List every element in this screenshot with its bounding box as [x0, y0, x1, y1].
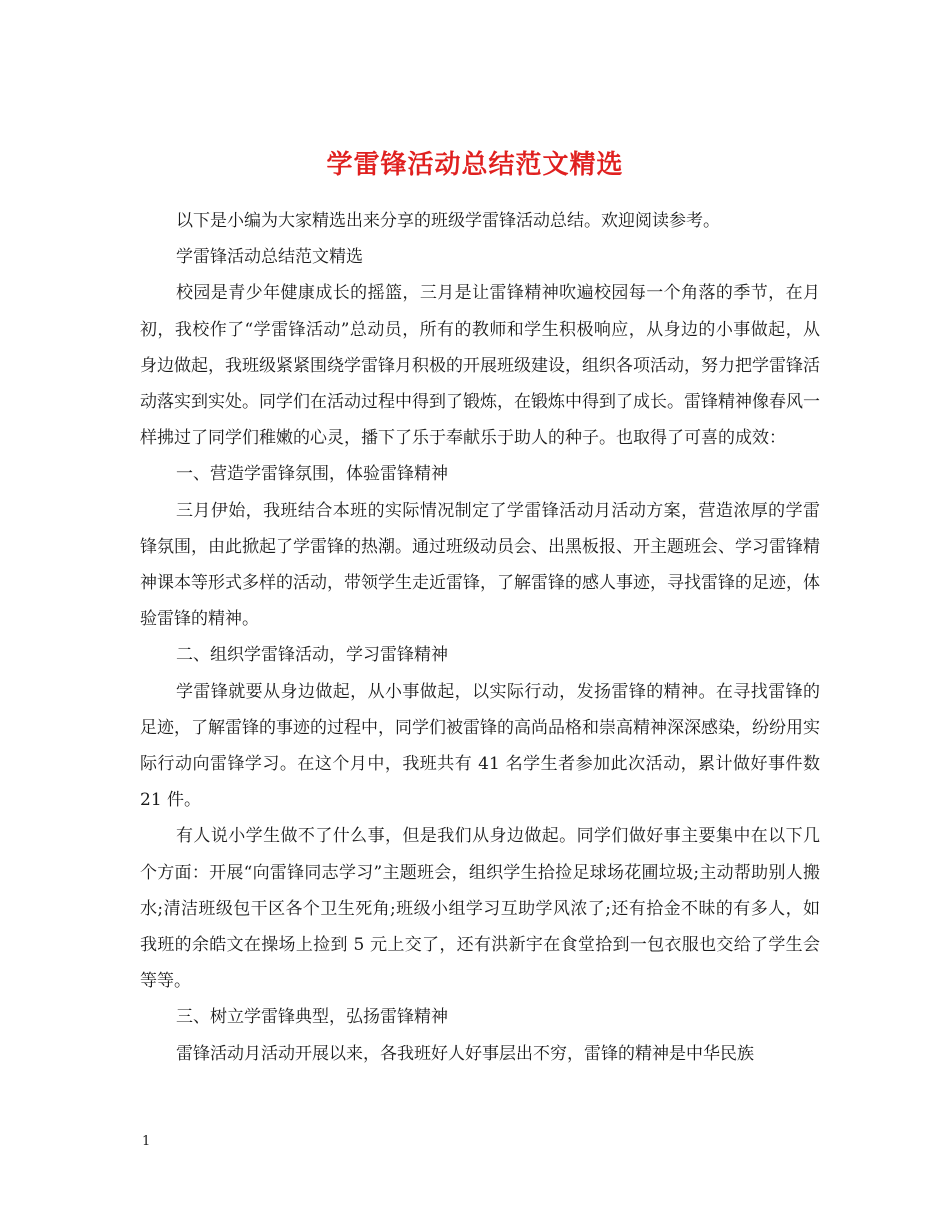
page-number: 1 — [142, 1134, 151, 1149]
body-paragraph: 有人说小学生做不了什么事，但是我们从身边做起。同学们做好事主要集中在以下几个方面：开展“向雷锋同志学习”主题班会，组织学生拾捡足球场花圃垃圾;主动帮助别人搬水;清洁班级包干区各个卫生死角;班级小组学习互助学风浓了;还有拾金不昧的有多人，如我班的余皓文在操场上捡到 5 元上交了，还有洪新宇在食堂拾到一包衣服也交给了学生会等等。 — [140, 826, 820, 992]
body-paragraph: 三月伊始，我班结合本班的实际情况制定了学雷锋活动月活动方案，营造浓厚的学雷锋氛围，由此掀起了学雷锋的热潮。通过班级动员会、出黑板报、开主题班会、学习雷锋精神课本等形式多样的活动，带领学生走近雷锋，了解雷锋的感人事迹，寻找雷锋的足迹，体验雷锋的精神。 — [140, 500, 820, 630]
intro-paragraph: 以下是小编为大家精选出来分享的班级学雷锋活动总结。欢迎阅读参考。 — [176, 211, 720, 231]
document-body — [140, 203, 820, 1072]
body-paragraph: 雷锋活动月活动开展以来，各我班好人好事层出不穷，雷锋的精神是中华民族 — [176, 1043, 754, 1064]
document-title: 学雷锋活动总结范文精选 — [326, 150, 624, 181]
subtitle-paragraph: 学雷锋活动总结范文精选 — [176, 247, 363, 268]
body-paragraph: 学雷锋就要从身边做起，从小事做起，以实际行动，发扬雷锋的精神。在寻找雷锋的足迹，了解雷锋的事迹的过程中，同学们被雷锋的高尚品格和崇高精神深深感染，纷纷用实际行动向雷锋学习。在这个月中，我班共有 41 名学生者参加此次活动，累计做好事件数 21 件。 — [140, 681, 820, 811]
section-heading-2: 二、组织学雷锋活动，学习雷锋精神 — [176, 645, 448, 666]
section-heading-1: 一、营造学雷锋氛围，体验雷锋精神 — [176, 464, 448, 485]
section-heading-3: 三、树立学雷锋典型，弘扬雷锋精神 — [176, 1007, 448, 1028]
body-paragraph: 校园是青少年健康成长的摇篮，三月是让雷锋精神吹遍校园每一个角落的季节，在月初，我校作了“学雷锋活动”总动员，所有的教师和学生积极响应，从身边的小事做起，从身边做起，我班级紧紧围绕学雷锋月积极的开展班级建设，组织各项活动，努力把学雷锋活动落实到实处。同学们在活动过程中得到了锻炼，在锻炼中得到了成长。雷锋精神像春风一样拂过了同学们稚嫩的心灵，播下了乐于奉献乐于助人的种子。也取得了可喜的成效： — [140, 283, 820, 449]
